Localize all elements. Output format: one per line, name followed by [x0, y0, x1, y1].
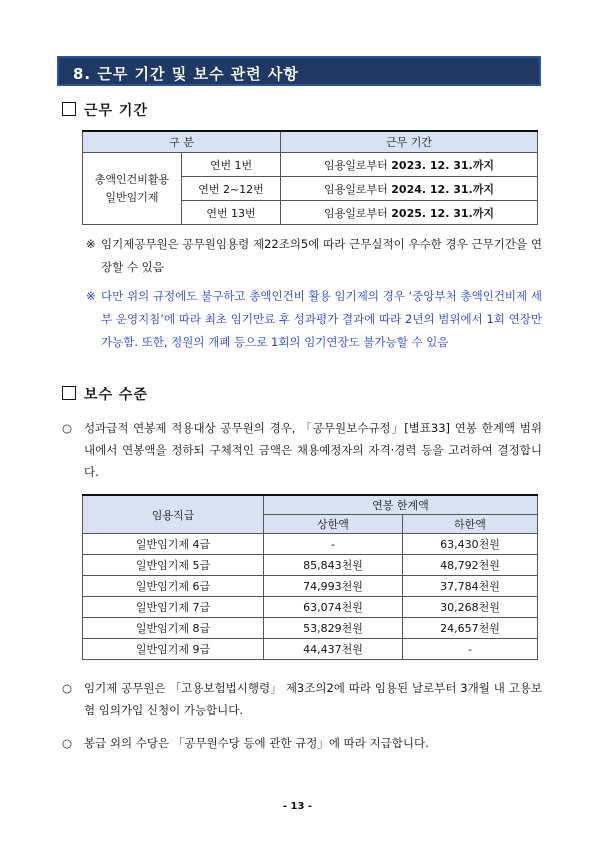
- insurance-note-text: 임기제 공무원은 「고용보험법시행령」 제3조의2에 따라 임용된 날로부터 3개월 내 고용보험 임의가입 신청이 가능합니다.: [84, 681, 542, 717]
- upper-cell: 63,074천원: [264, 597, 403, 618]
- circle-bullet-icon: ○: [62, 421, 73, 435]
- note-limitation-text: 다만 위의 규정에도 불구하고 총액인건비 활용 임기제의 경우 ‘중앙부처 총액인건비제 세부 운영지침’에 따라 최초 임기만료 후 성과평가 결과에 따라 2년의 범위에서 1회 연장만 가능함. 또한, 정원의 개폐 등으로 1회의 임기연장도 불가능할 수 있음: [101, 289, 542, 349]
- header-limit: 연봉 한계액: [264, 495, 538, 515]
- period-prefix: 임용일로부터: [324, 182, 392, 196]
- allowance-note-text: 봉급 외의 수당은 「공무원수당 등에 관한 규정」에 따라 지급합니다.: [84, 736, 429, 750]
- table-row: [83, 153, 538, 177]
- grade-cell: 일반임기제 4급: [83, 534, 264, 555]
- salary-limit-table: [82, 494, 538, 660]
- work-period-heading: [62, 100, 148, 120]
- work-period-table: [82, 130, 538, 225]
- table-header-row: [83, 495, 538, 515]
- lower-cell: 30,268천원: [403, 597, 538, 618]
- row-period: [281, 153, 538, 177]
- lower-cell: -: [403, 639, 538, 660]
- table-row: [83, 618, 538, 639]
- allowance-note: [62, 732, 542, 754]
- header-category: 구 분: [83, 131, 281, 153]
- row-label: 연번 13번: [182, 201, 281, 225]
- period-prefix: 임용일로부터: [324, 206, 392, 220]
- row-period: [281, 177, 538, 201]
- reference-mark-icon: ※: [86, 289, 96, 303]
- group-label-cell: [83, 153, 182, 225]
- table-row: [83, 555, 538, 576]
- grade-cell: 일반임기제 7급: [83, 597, 264, 618]
- checkbox-square-icon: [62, 102, 76, 116]
- header-upper: 상한액: [264, 515, 403, 534]
- period-date: 2025. 12. 31.까지: [391, 206, 494, 220]
- circle-bullet-icon: ○: [62, 736, 73, 750]
- lower-cell: 48,792천원: [403, 555, 538, 576]
- upper-cell: 85,843천원: [264, 555, 403, 576]
- group-label-line1: 총액인건비활용: [94, 172, 170, 186]
- grade-cell: 일반임기제 6급: [83, 576, 264, 597]
- grade-cell: 일반임기제 8급: [83, 618, 264, 639]
- header-grade: 임용직급: [83, 495, 264, 534]
- circle-bullet-icon: ○: [62, 681, 73, 695]
- checkbox-square-icon: [62, 386, 76, 400]
- lower-cell: 24,657천원: [403, 618, 538, 639]
- page-number: - 13 -: [282, 801, 313, 812]
- lower-cell: 63,430천원: [403, 534, 538, 555]
- period-date: 2024. 12. 31.까지: [391, 182, 494, 196]
- table-row: [83, 534, 538, 555]
- row-label: 연번 2~12번: [182, 177, 281, 201]
- header-period: 근무 기간: [281, 131, 538, 153]
- table-row: [83, 639, 538, 660]
- table-row: [83, 597, 538, 618]
- upper-cell: 74,993천원: [264, 576, 403, 597]
- pay-heading: [62, 384, 148, 404]
- pay-heading-text: 보수 수준: [84, 387, 148, 403]
- upper-cell: 44,437천원: [264, 639, 403, 660]
- note-extension-text: 임기제공무원은 공무원임용령 제22조의5에 따라 근무실적이 우수한 경우 근무기간을 연장할 수 있음: [101, 237, 542, 274]
- upper-cell: 53,829천원: [264, 618, 403, 639]
- work-period-heading-text: 근무 기간: [84, 103, 148, 119]
- header-lower: 하한액: [403, 515, 538, 534]
- lower-cell: 37,784천원: [403, 576, 538, 597]
- pay-intro: [62, 417, 542, 483]
- group-label-line2: 일반임기제: [105, 190, 159, 204]
- insurance-note: [62, 677, 542, 721]
- note-extension: [86, 233, 542, 279]
- pay-intro-text: 성과급적 연봉제 적용대상 공무원의 경우, 「공무원보수규정」[별표33] 연봉 한계액 범위 내에서 연봉액을 정하되 구체적인 금액은 채용예정자의 자격·경력 등을 고려하여 결정합니다.: [84, 421, 542, 479]
- section-title-bar: [57, 56, 541, 86]
- grade-cell: 일반임기제 5급: [83, 555, 264, 576]
- upper-cell: -: [264, 534, 403, 555]
- period-date: 2023. 12. 31.까지: [391, 158, 494, 172]
- reference-mark-icon: ※: [86, 237, 96, 251]
- row-period: [281, 201, 538, 225]
- table-header-row: [83, 131, 538, 153]
- period-prefix: 임용일로부터: [324, 158, 392, 172]
- row-label: 연번 1번: [182, 153, 281, 177]
- note-limitation: [86, 285, 542, 354]
- section-title: 8. 근무 기간 및 보수 관련 사항: [73, 65, 299, 83]
- table-row: [83, 576, 538, 597]
- grade-cell: 일반임기제 9급: [83, 639, 264, 660]
